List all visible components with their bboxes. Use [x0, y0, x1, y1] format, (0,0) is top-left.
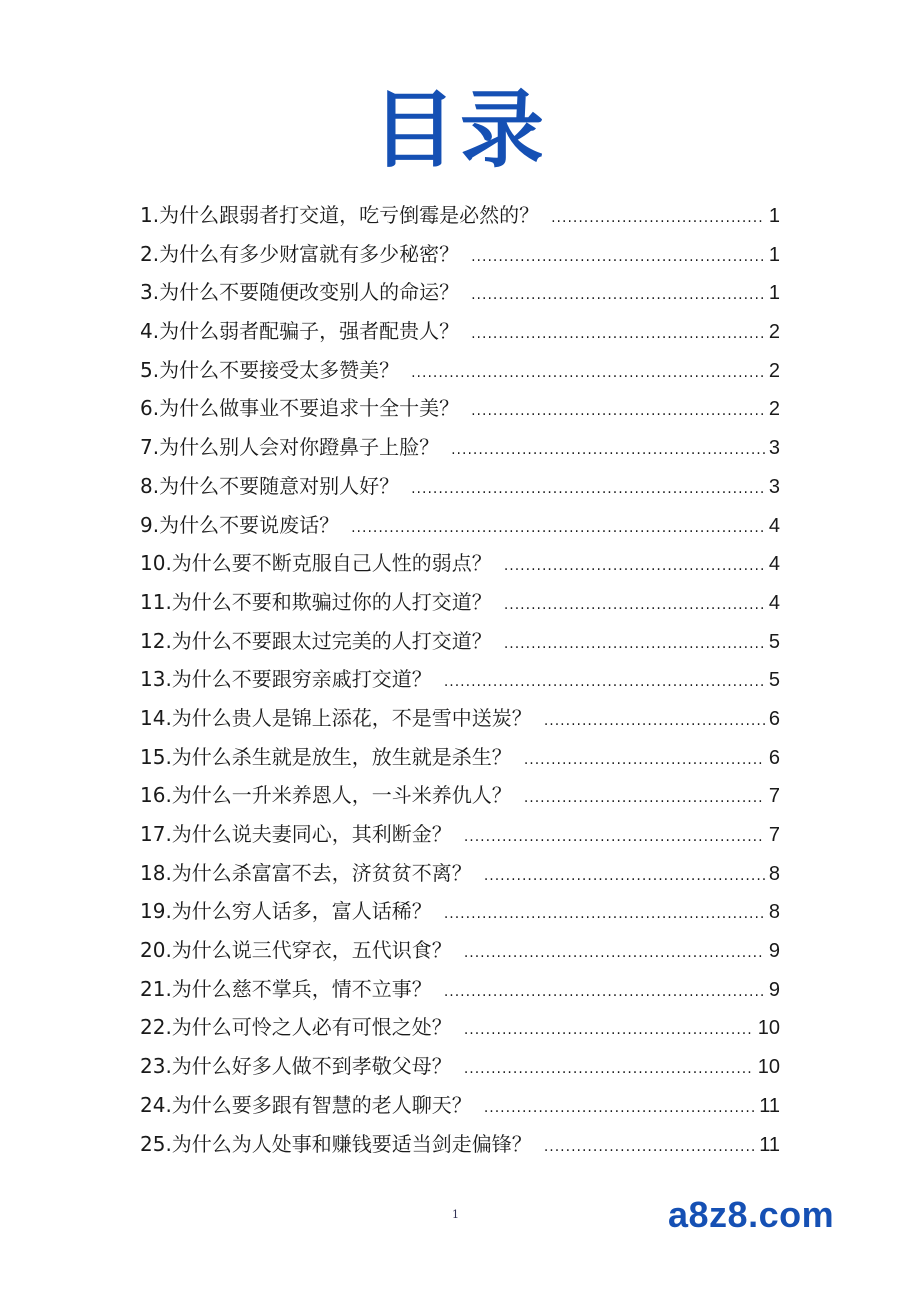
table-of-contents [140, 196, 780, 1163]
toc-entry-title: 1.为什么跟弱者打交道，吃亏倒霉是必然的？ [140, 203, 540, 227]
toc-entry-page: 5 [768, 630, 780, 653]
toc-leader-dots [471, 276, 765, 315]
toc-entry-title: 22.为什么可怜之人必有可恨之处？ [140, 1015, 452, 1040]
toc-entry-title: 11.为什么不要和欺骗过你的人打交道？ [140, 589, 492, 614]
toc-entry-page: 1 [768, 243, 780, 266]
watermark-logo: a8z8.com [668, 1194, 835, 1235]
toc-entry[interactable] [140, 351, 780, 390]
toc-entry[interactable] [140, 622, 780, 661]
toc-entry-page: 7 [768, 785, 780, 808]
toc-entry[interactable] [140, 854, 780, 893]
toc-entry-page: 10 [757, 1056, 780, 1079]
toc-entry[interactable] [140, 892, 780, 931]
toc-leader-dots [411, 470, 765, 509]
toc-leader-dots [464, 1011, 754, 1050]
toc-entry[interactable] [140, 389, 780, 428]
toc-entry[interactable] [140, 235, 780, 274]
toc-entry-title: 24.为什么要多跟有智慧的老人聊天？ [140, 1092, 472, 1117]
toc-entry[interactable] [140, 428, 780, 467]
toc-entry-title: 19.为什么穷人话多，富人话稀？ [140, 899, 432, 924]
toc-entry-title: 15.为什么杀生就是放生，放生就是杀生？ [140, 744, 512, 769]
toc-leader-dots [464, 934, 765, 973]
toc-entry[interactable] [140, 196, 780, 235]
toc-entry-page: 10 [757, 1017, 780, 1040]
toc-entry-page: 6 [768, 746, 780, 769]
toc-entry-title: 8.为什么不要随意对别人好？ [140, 473, 400, 498]
toc-leader-dots [551, 199, 765, 238]
toc-entry[interactable] [140, 1125, 780, 1164]
toc-leader-dots [504, 625, 765, 664]
toc-entry[interactable] [140, 583, 780, 622]
toc-entry-title: 13.为什么不要跟穷亲戚打交道？ [140, 667, 432, 692]
toc-entry-title: 21.为什么慈不掌兵，情不立事？ [140, 976, 432, 1001]
toc-leader-dots [504, 586, 765, 625]
toc-entry-page: 4 [768, 553, 780, 576]
toc-leader-dots [451, 431, 765, 470]
toc-entry[interactable] [140, 1086, 780, 1125]
toc-entry-page: 3 [768, 437, 780, 460]
toc-entry-title: 7.为什么别人会对你蹬鼻子上脸？ [140, 435, 440, 460]
toc-entry-page: 1 [768, 205, 780, 227]
toc-entry-page: 1 [768, 282, 780, 305]
toc-leader-dots [471, 392, 765, 431]
toc-leader-dots [544, 1128, 755, 1167]
page-number: 1 [452, 1208, 459, 1221]
toc-entry[interactable] [140, 312, 780, 351]
toc-entry-title: 6.为什么做事业不要追求十全十美？ [140, 396, 460, 421]
toc-entry-page: 11 [759, 1133, 780, 1156]
toc-entry[interactable] [140, 660, 780, 699]
toc-entry-page: 2 [768, 359, 780, 382]
toc-entry[interactable] [140, 738, 780, 777]
toc-entry[interactable] [140, 467, 780, 506]
toc-entry[interactable] [140, 815, 780, 854]
toc-entry[interactable] [140, 970, 780, 1009]
toc-entry-page: 8 [768, 862, 780, 885]
toc-leader-dots [471, 238, 765, 277]
toc-entry[interactable] [140, 776, 780, 815]
toc-entry-title: 10.为什么要不断克服自己人性的弱点？ [140, 551, 492, 576]
toc-entry-page: 2 [768, 398, 780, 421]
toc-entry[interactable] [140, 699, 780, 738]
toc-leader-dots [444, 895, 765, 934]
toc-entry-page: 11 [759, 1094, 780, 1117]
toc-leader-dots [484, 1089, 755, 1128]
toc-entry-title: 2.为什么有多少财富就有多少秘密？ [140, 241, 460, 266]
toc-entry[interactable] [140, 1047, 780, 1086]
toc-entry-page: 7 [768, 824, 780, 846]
toc-entry-title: 18.为什么杀富富不去，济贫贫不离？ [140, 860, 472, 885]
toc-entry-title: 12.为什么不要跟太过完美的人打交道？ [140, 628, 492, 653]
toc-entry-page: 3 [768, 475, 780, 498]
toc-entry[interactable] [140, 544, 780, 583]
toc-leader-dots [544, 702, 765, 741]
toc-entry-title: 17.为什么说夫妻同心，其利断金？ [140, 822, 452, 846]
toc-entry-page: 2 [768, 321, 780, 344]
toc-entry-title: 16.为什么一升米养恩人，一斗米养仇人？ [140, 783, 512, 808]
toc-entry-page: 9 [768, 978, 780, 1001]
toc-leader-dots [524, 741, 765, 780]
toc-leader-dots [471, 315, 765, 354]
toc-entry[interactable] [140, 931, 780, 970]
toc-leader-dots [351, 509, 765, 548]
toc-leader-dots [464, 1050, 754, 1089]
toc-entry-page: 4 [768, 514, 780, 537]
toc-entry-title: 14.为什么贵人是锦上添花，不是雪中送炭？ [140, 705, 532, 730]
toc-entry-title: 3.为什么不要随便改变别人的命运？ [140, 280, 460, 305]
toc-leader-dots [504, 547, 765, 586]
toc-leader-dots [444, 663, 765, 702]
toc-entry-page: 4 [768, 591, 780, 614]
toc-entry[interactable] [140, 506, 780, 545]
toc-leader-dots [484, 857, 765, 896]
toc-entry-title: 25.为什么为人处事和赚钱要适当剑走偏锋？ [140, 1131, 532, 1156]
toc-leader-dots [444, 973, 765, 1012]
toc-leader-dots [411, 354, 765, 393]
toc-entry-title: 23.为什么好多人做不到孝敬父母？ [140, 1054, 452, 1079]
toc-entry-title: 20.为什么说三代穿衣，五代识食？ [140, 938, 452, 963]
page-title: 目录 [371, 81, 548, 179]
toc-entry[interactable] [140, 1008, 780, 1047]
toc-entry-page: 9 [768, 940, 780, 963]
toc-entry-title: 5.为什么不要接受太多赞美？ [140, 357, 400, 382]
toc-entry-title: 4.为什么弱者配骗子，强者配贵人？ [140, 319, 460, 344]
toc-entry-title: 9.为什么不要说废话？ [140, 512, 340, 537]
toc-entry-page: 8 [768, 901, 780, 924]
toc-entry[interactable] [140, 273, 780, 312]
toc-leader-dots [524, 779, 765, 818]
toc-entry-page: 6 [768, 707, 780, 730]
toc-entry-page: 5 [768, 669, 780, 692]
toc-leader-dots [464, 818, 765, 857]
